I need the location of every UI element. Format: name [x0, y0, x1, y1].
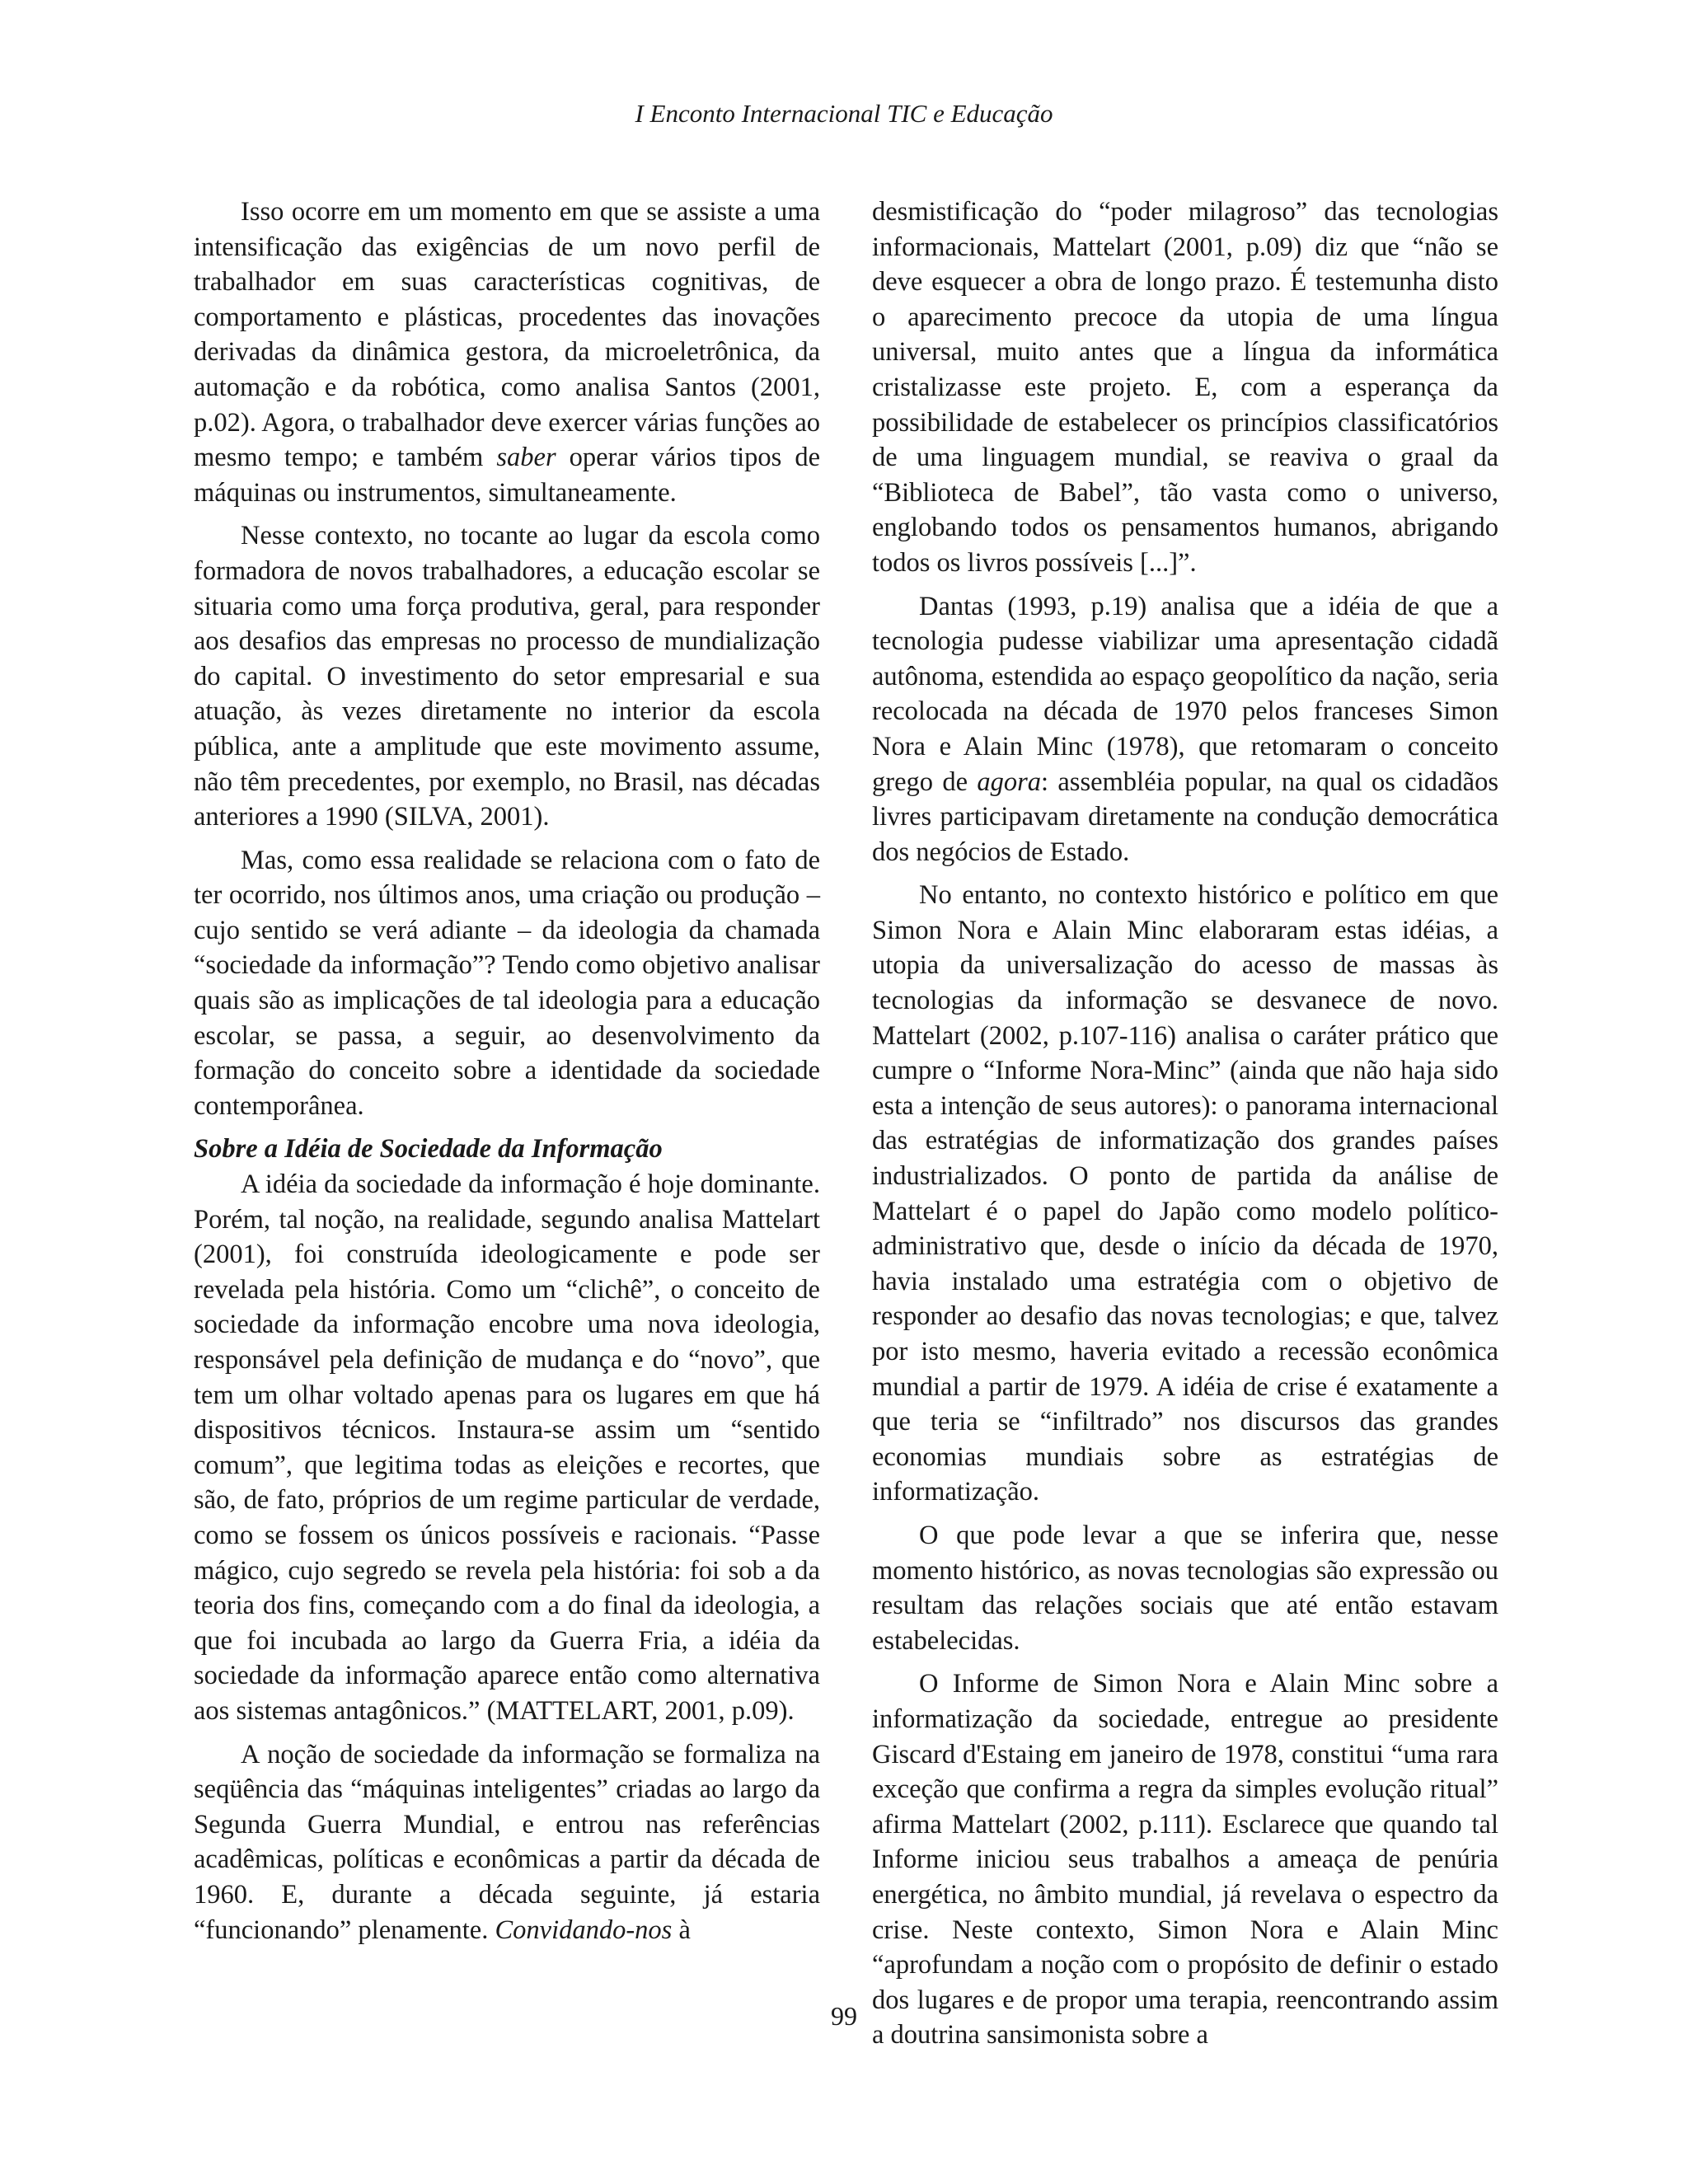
section-heading: Sobre a Idéia de Sociedade da Informação: [194, 1134, 663, 1165]
right-paragraph-3: No entanto, no contexto histórico e político em que Simon Nora e Alain Minc elaboraram estas idéias, a utopia da universalização do acesso de massas às tecnologias da informação se desvanece de novo. Mattelart (2002, p.107-116) analisa o caráter prático que cumpre o “Informe Nora-Minc” (ainda que não haja sido esta a intenção de seus autores): o panorama internacional das estratégias de informatização dos grandes países industrializados. O ponto de partida da análise de Mattelart é o papel do Japão como modelo político-administrativo que, desde o início da década de 1970, havia instalado uma estratégia com o objetivo de responder ao desafio das novas tecnologias; e que, talvez por isto mesmo, haveria evitado a recessão econômica mundial a partir de 1979. A idéia de crise é exatamente a que teria se “infiltrado” nos discursos das grandes economias mundiais sobre as estratégias de informatização.: [872, 880, 1498, 1507]
emphasis-convidando: Convidando-nos: [495, 1915, 673, 1945]
left-paragraph-3: Mas, como essa realidade se relaciona com o fato de ter ocorrido, nos últimos anos, uma criação ou produção – cujo sentido se verá adiante – da ideologia da chamada “sociedade da informação”? Tendo como objetivo analisar quais são as implicações de tal ideologia para a educação escolar, se passa, a seguir, ao desenvolvimento da formação do conceito sobre a identidade da sociedade contemporânea.: [194, 845, 820, 1121]
left-column: [194, 194, 820, 1956]
right-paragraph-4: O que pode levar a que se inferira que, nesse momento histórico, as novas tecnologias são expressão ou resultam das relações sociais que até então estavam estabelecidas.: [872, 1520, 1498, 1656]
page-number: 99: [831, 2001, 857, 2031]
emphasis-saber: saber: [496, 443, 556, 473]
right-paragraph-2: Dantas (1993, p.19) analisa que a idéia de que a tecnologia pudesse viabilizar uma apresentação cidadã autônoma, estendida ao espaço geopolítico da nação, seria recolocada na década de 1970 pelos franceses Simon Nora e Alain Minc (1978), que retomaram o conceito grego de agora: assembléia popular, na qual os cidadãos livres participavam diretamente na condução democrática dos negócios de Estado.: [872, 591, 1498, 867]
left-paragraph-2: Nesse contexto, no tocante ao lugar da escola como formadora de novos trabalhadores, a educação escolar se situaria como uma força produtiva, geral, para responder aos desafios das empresas no processo de mundialização do capital. O investimento do setor empresarial e sua atuação, às vezes diretamente no interior da escola pública, ante a amplitude que este movimento assume, não têm precedentes, por exemplo, no Brasil, nas décadas anteriores a 1990 (SILVA, 2001).: [194, 521, 820, 832]
left-paragraph-4: A idéia da sociedade da informação é hoje dominante. Porém, tal noção, na realidade, segundo analisa Mattelart (2001), foi construída ideologicamente e pode ser revelada pela história. Como um “clichê”, o conceito de sociedade da informação encobre uma nova ideologia, responsável pela definição de mudança e do “novo”, que tem um olhar voltado apenas para os lugares em que há dispositivos técnicos. Instaura-se assim um “sentido comum”, que legitima todas as eleições e recortes, que são, de fato, próprios de um regime particular de verdade, como se fossem os únicos possíveis e racionais. “Passe mágico, cujo segredo se revela pela história: foi sob a da teoria dos fins, começando com a do final da ideologia, a que foi incubada ao largo da Guerra Fria, a idéia da sociedade da informação aparece então como alternativa aos sistemas antagônicos.” (MATTELART, 2001, p.09).: [194, 1169, 820, 1726]
right-column: [872, 194, 1498, 2061]
right-paragraph-5: O Informe de Simon Nora e Alain Minc sobre a informatização da sociedade, entregue ao presidente Giscard d'Estaing em janeiro de 1978, constitui “uma rara exceção que confirma a regra da simples evolução ritual” afirma Mattelart (2002, p.111). Esclarece que quando tal Informe iniciou seus trabalhos a ameaça de penúria energética, no âmbito mundial, já revelava o espectro da crise. Neste contexto, Simon Nora e Alain Minc “aprofundam a noção com o propósito de definir o estado dos lugares e de propor uma terapia, reencontrando assim a doutrina sansimonista sobre a: [872, 1669, 1498, 2050]
left-paragraph-1: Isso ocorre em um momento em que se assiste a uma intensificação das exigências de um novo perfil de trabalhador em suas características cognitivas, de comportamento e plásticas, procedentes das inovações derivadas da dinâmica gestora, da microeletrônica, da automação e da robótica, como analisa Santos (2001, p.02). Agora, o trabalhador deve exercer várias funções ao mesmo tempo; e também saber operar vários tipos de máquinas ou instrumentos, simultaneamente.: [194, 197, 821, 508]
running-header: I Enconto Internacional TIC e Educação: [635, 99, 1053, 128]
right-paragraph-1: desmistificação do “poder milagroso” das tecnologias informacionais, Mattelart (2001, p.09) diz que “não se deve esquecer a obra de longo prazo. É testemunha disto o aparecimento precoce da utopia de uma língua universal, muito antes que a língua da informática cristalizasse este projeto. E, com a esperança da possibilidade de estabelecer os princípios classificatórios de uma linguagem mundial, se reaviva o graal da “Biblioteca de Babel”, tão vasta como o universo, englobando todos os pensamentos humanos, abrigando todos os livros possíveis [...]”.: [872, 197, 1498, 578]
left-paragraph-5: A noção de sociedade da informação se formaliza na seqüência das “máquinas inteligentes” criadas ao largo da Segunda Guerra Mundial, e entrou nas referências acadêmicas, políticas e econômicas a partir da década de 1960. E, durante a década seguinte, já estaria “funcionando” plenamente. Convidando-nos à: [194, 1739, 820, 1945]
emphasis-agora: agora: [977, 766, 1042, 797]
